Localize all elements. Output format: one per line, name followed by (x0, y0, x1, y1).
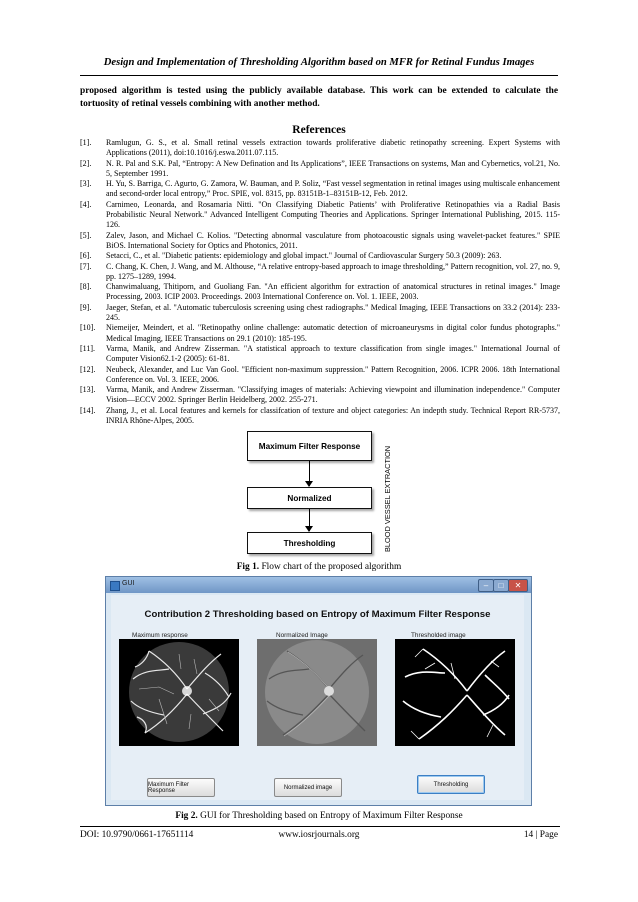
reference-text: Chanwimaluang, Thitiporn, and Guoliang Fan. "An efficient algorithm for extraction of anatomical structures in retinal images." Image Processing, 2003. ICIP 2003. Proceedings. 2003 International Conference on. Vol. 1. IEEE, 2003. (106, 282, 560, 302)
reference-number: [14]. (80, 405, 96, 415)
footer-rule (80, 826, 560, 827)
references-list (80, 138, 560, 426)
maximum-response-image (119, 639, 239, 746)
panel-label-normalized: Normalized Image (276, 632, 328, 639)
app-icon (110, 581, 120, 591)
reference-item (80, 262, 560, 283)
reference-item (80, 303, 560, 324)
maximum-filter-response-button[interactable]: Maximum Filter Response (147, 778, 215, 797)
figure-2-caption-text: GUI for Thresholding based on Entropy of Maximum Filter Response (197, 811, 463, 821)
reference-item (80, 344, 560, 365)
gui-window (105, 576, 532, 806)
flow-arrow (309, 461, 310, 486)
reference-text: Varma, Manik, and Andrew Zisserman. "A statistical approach to texture classification from single images." International Journal of Computer Vision62.1-2 (2005): 61-81. (106, 343, 560, 364)
reference-item (80, 323, 560, 344)
reference-number: [11]. (80, 343, 96, 353)
reference-number: [4]. (80, 199, 92, 209)
reference-text: N. R. Pal and S.K. Pal, “Entropy: A New Defination and Its Applications”, IEEE Transactions on systems, Man and Cybernetics, vol.21, No. 5, September 1991. (106, 158, 560, 178)
normalized-image (257, 639, 377, 746)
reference-text: Setacci, C., et al. "Diabetic patients: epidemiology and global impact." Journal of Cardiovascular Surgery 50.3 (2009): 263. (106, 251, 502, 261)
reference-number: [3]. (80, 179, 92, 189)
reference-text: Zhang, J., et al. Local features and kernels for classifcation of texture and object categories: An indepth study. Technical Report RR-5737, INRIA Rhône-Alpes, 2005. (106, 405, 560, 426)
reference-item (80, 251, 560, 261)
reference-item (80, 138, 560, 159)
footer-website: www.iosrjournals.org (278, 830, 360, 840)
gui-heading: Contribution 2 Thresholding based on Entropy of Maximum Filter Response (144, 609, 491, 620)
references-heading: References (292, 124, 346, 136)
maximize-icon[interactable]: □ (493, 579, 509, 592)
flow-step-max-filter: Maximum Filter Response (247, 431, 372, 461)
running-head: Design and Implementation of Thresholding Algorithm based on MFR for Retinal Fundus Images (103, 57, 535, 68)
reference-number: [12]. (80, 364, 96, 374)
reference-number: [7]. (80, 261, 92, 271)
footer-page-number: 14 | Page (523, 830, 558, 840)
reference-number: [8]. (80, 282, 92, 292)
reference-text: Varma, Manik, and Andrew Zisserman. "Classifying images of materials: Achieving viewpoint and illumination independence." Computer Vision—ECCV 2002. Springer Berlin Heidelberg, 2002. 255-271. (106, 385, 560, 405)
reference-text: Niemeijer, Meindert, et al. "Retinopathy online challenge: automatic detection of microaneurysms in digital color fundus photographs." Medical Imaging, IEEE Transactions on 29.1 (2010): 185-195. (106, 323, 560, 343)
gui-body (111, 595, 524, 800)
flow-step-thresholding: Thresholding (247, 532, 372, 554)
figure-2-label: Fig 2. (175, 811, 198, 821)
figure-1-label: Fig 1. (236, 562, 260, 572)
reference-item (80, 385, 560, 406)
reference-number: [6]. (80, 251, 92, 261)
figure-2-caption (0, 811, 638, 821)
normalized-image-button[interactable]: Normalized image (274, 778, 342, 797)
flow-arrow (309, 509, 310, 531)
reference-item (80, 179, 560, 200)
minimize-icon[interactable]: – (478, 579, 494, 592)
reference-number: [1]. (80, 138, 92, 147)
close-icon[interactable]: ✕ (508, 579, 528, 592)
reference-text: H. Yu, S. Barriga, C. Agurto, G. Zamora, W. Bauman, and P. Soliz, “Fast vessel segmentation in retinal images using multiscale enhancement and second-order local entropy,” Proc. SPIE, vol. 8315, pp. 83151B-1–83151B-12, Feb. 2012. (106, 179, 560, 199)
reference-text: C. Chang, K. Chen, J. Wang, and M. Althouse, “A relative entropy-based approach to image thresholding,” Pattern recognition, vol. 27, no. 9, pp. 1275–1289, 1994. (106, 261, 560, 281)
reference-number: [9]. (80, 302, 92, 312)
reference-item (80, 200, 560, 231)
reference-text: Carnimeo, Leonarda, and Rosamaria Nitti. "On Classifying Diabetic Patients’ with Proliferative Retinopathies via a Radial Basis Probabilistic Neural Network." Advanced Intelligent Computing Theories and Applications. Springer International Publishing, 2015. 115-126. (106, 199, 560, 230)
reference-number: [2]. (80, 158, 92, 168)
flowchart (247, 424, 412, 555)
gui-window-title: GUI (122, 580, 135, 587)
reference-text: Zalev, Jason, and Michael C. Kolios. "Detecting abnormal vasculature from photoacoustic signals using wavelet-packet features." SPIE BiOS. International Society for Optics and Photonics, 2011. (106, 230, 560, 250)
reference-item (80, 282, 560, 303)
reference-number: [10]. (80, 323, 96, 333)
thresholded-image (395, 639, 515, 746)
flow-side-label: BLOOD VESSEL EXTRACTION (383, 445, 392, 552)
reference-number: [5]. (80, 230, 92, 240)
reference-text: Ramlugun, G. S., et al. Small retinal vessels extraction towards proliferative diabetic retinopathy screening. Expert Systems with Applications (2011), doi:10.1016/j.eswa.2011.07.115. (106, 138, 560, 158)
reference-item (80, 159, 560, 180)
figure-1-caption (0, 562, 638, 572)
intro-paragraph: proposed algorithm is tested using the publicly available database. This work can be extended to calculate the tortuosity of retinal vessels combining with another method. (80, 86, 558, 109)
panel-label-maximum-response: Maximum response (132, 632, 188, 639)
figure-1-caption-text: Flow chart of the proposed algorithm (259, 562, 402, 572)
flow-step-normalized: Normalized (247, 487, 372, 509)
footer-doi: DOI: 10.9790/0661-17651114 (80, 830, 194, 840)
panel-label-thresholded: Thresholded image (411, 632, 466, 639)
reference-text: Neubeck, Alexander, and Luc Van Gool. "Efficient non-maximum suppression." Pattern Recognition, 2006. ICPR 2006. 18th International Conference on. Vol. 3. IEEE, 2006. (106, 364, 560, 384)
header-rule (80, 75, 558, 76)
reference-text: Jaeger, Stefan, et al. "Automatic tuberculosis screening using chest radiographs." Medical Imaging, IEEE Transactions on 33.2 (2014): 233-245. (106, 302, 560, 323)
gui-titlebar[interactable] (106, 577, 531, 593)
reference-item (80, 231, 560, 252)
reference-item (80, 365, 560, 386)
reference-number: [13]. (80, 385, 96, 395)
thresholding-button[interactable]: Thresholding (417, 775, 485, 794)
